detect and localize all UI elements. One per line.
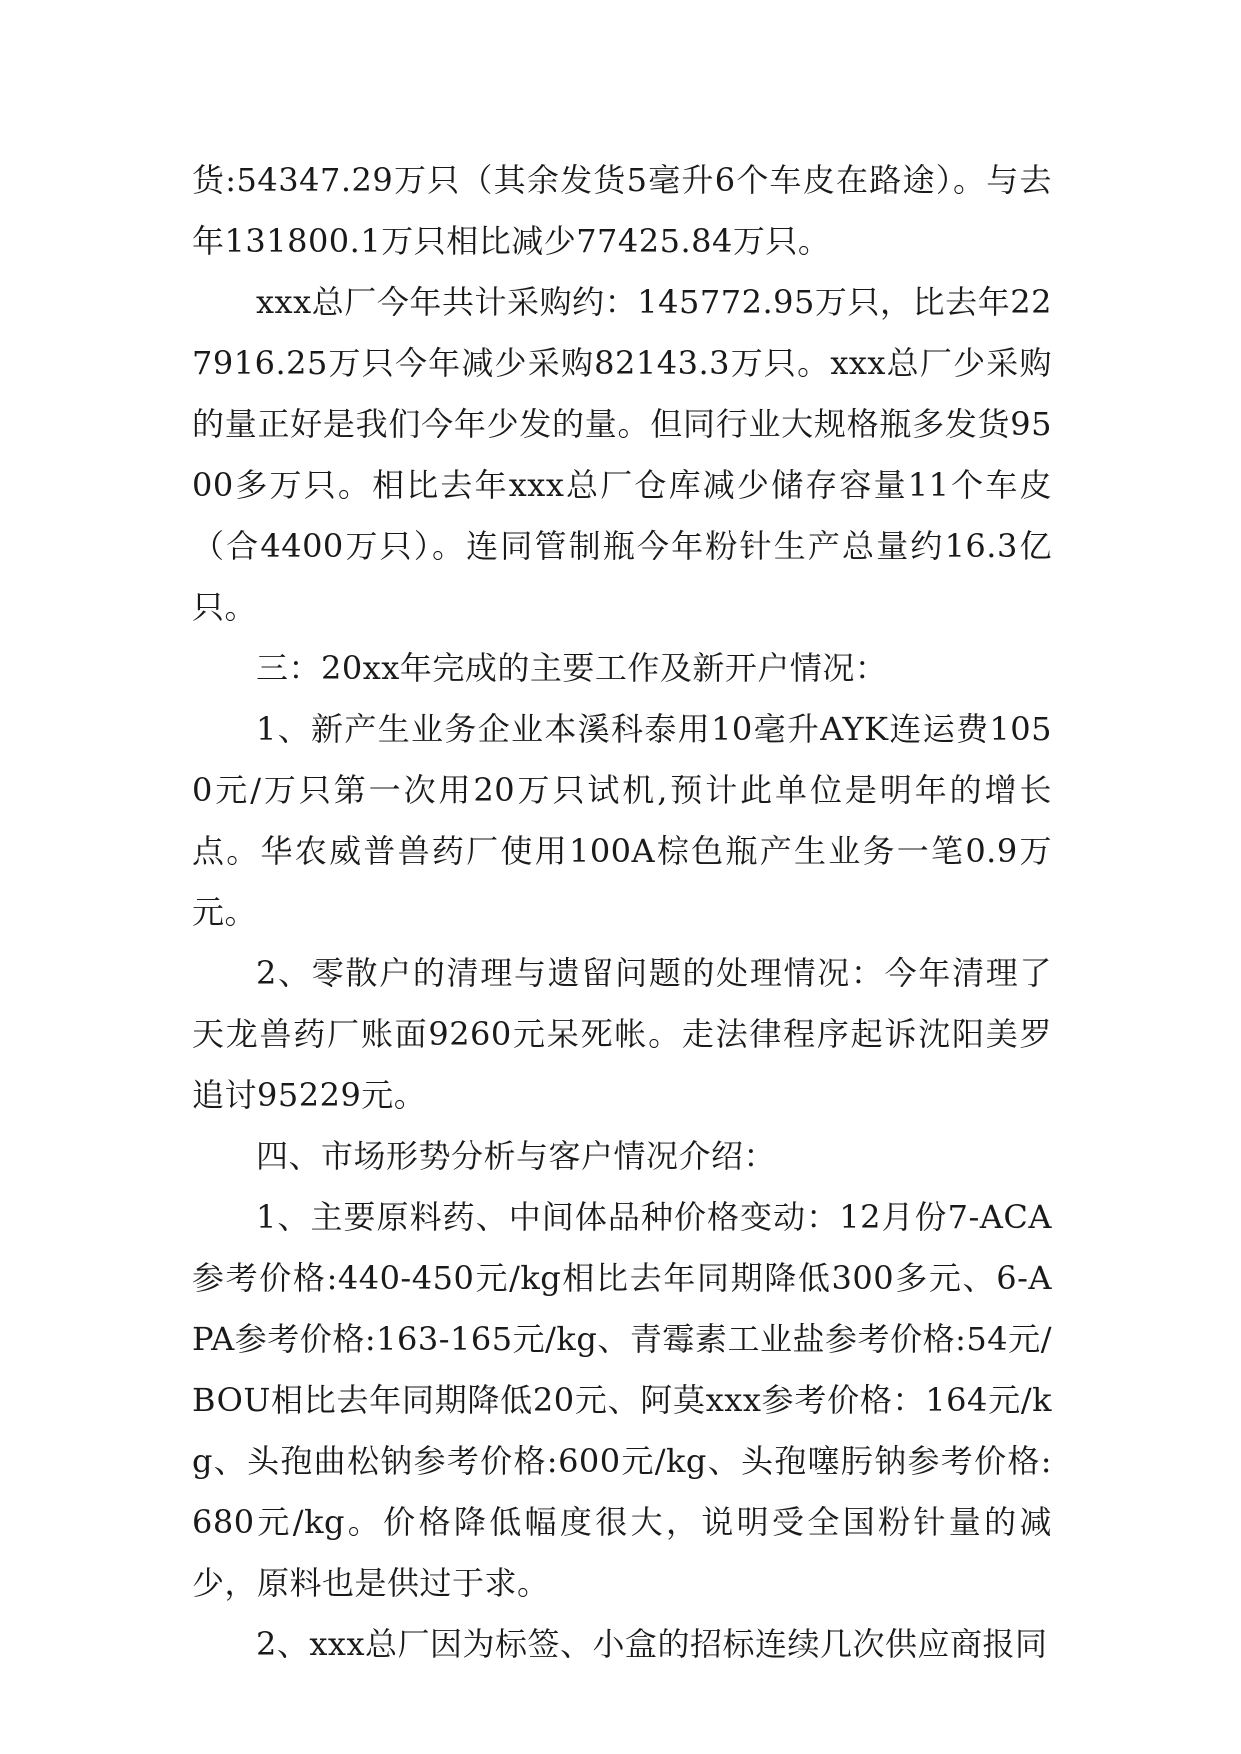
paragraph-procurement: xxx总厂今年共计采购约：145772.95万只，比去年227916.25万只今年减少采购82143.3万只。xxx总厂少采购的量正好是我们今年少发的量。但同行业大规格瓶多发货9500多万只。相比去年xxx总厂仓库减少储存容量11个车皮（合4400万只）。连同管制瓶今年粉针生产总量约16.3亿只。 [192, 283, 1052, 626]
paragraph-cleanup: 2、零散户的清理与遗留问题的处理情况：今年清理了天龙兽药厂账面9260元呆死帐。走法律程序起诉沈阳美罗追讨95229元。 [192, 954, 1052, 1114]
paragraph-tender: 2、xxx总厂因为标签、小盒的招标连续几次供应商报同 [256, 1625, 1048, 1663]
document-body [192, 150, 1052, 1675]
section-heading-three: 三：20xx年完成的主要工作及新开户情况： [256, 649, 888, 687]
section-heading-four: 四、市场形势分析与客户情况介绍： [256, 1137, 777, 1175]
paragraph-shipment-summary: 货:54347.29万只（其余发货5毫升6个车皮在路途）。与去年131800.1万只相比减少77425.84万只。 [192, 161, 1052, 260]
paragraph-price-changes: 1、主要原料药、中间体品种价格变动：12月份7-ACA参考价格:440-450元/kg相比去年同期降低300多元、6-APA参考价格:163-165元/kg、青霉素工业盐参考价格:54元/BOU相比去年同期降低20元、阿莫xxx参考价格：164元/kg、头孢曲松钠参考价格:600元/kg、头孢噻肟钠参考价格:680元/kg。价格降低幅度很大，说明受全国粉针量的减少，原料也是供过于求。 [192, 1198, 1052, 1602]
paragraph-new-business: 1、新产生业务企业本溪科泰用10毫升AYK连运费1050元/万只第一次用20万只试机,预计此单位是明年的增长点。华农威普兽药厂使用100A棕色瓶产生业务一笔0.9万元。 [192, 710, 1052, 931]
